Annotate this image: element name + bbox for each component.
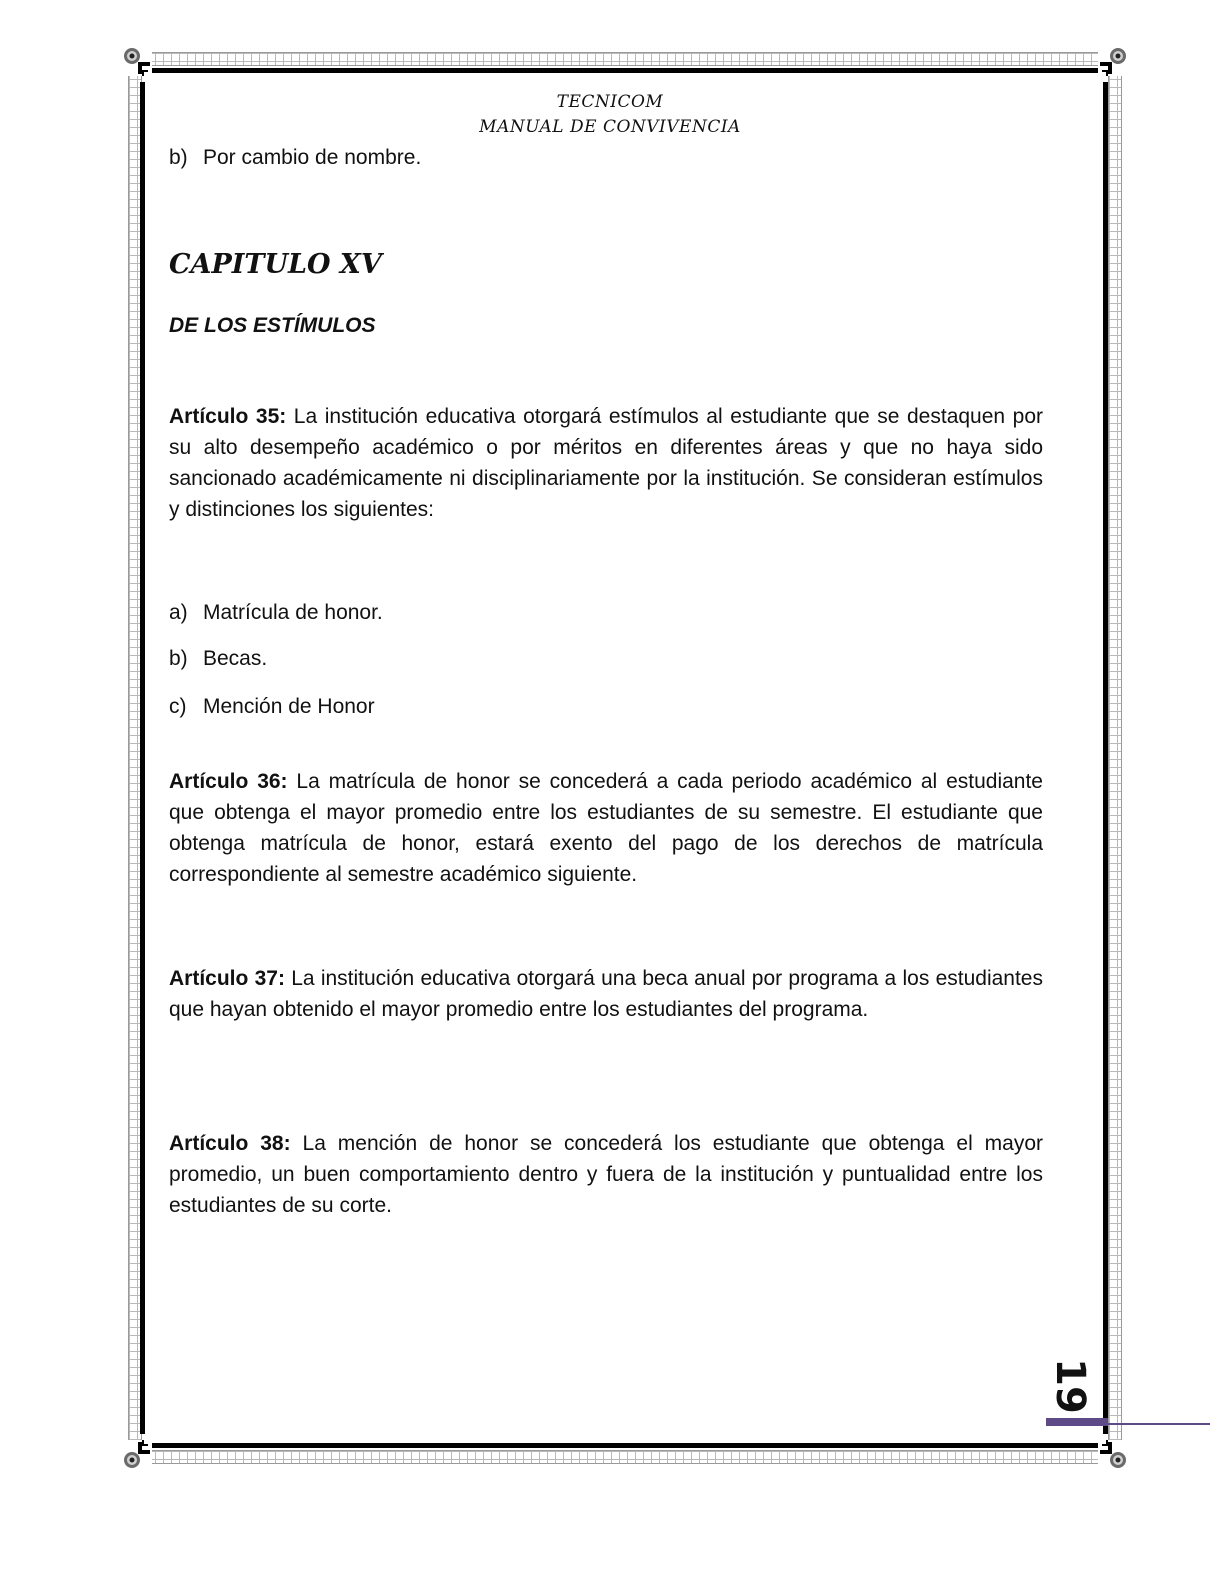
list-marker: b) xyxy=(169,647,188,670)
article-35 xyxy=(169,401,1043,525)
list-marker: a) xyxy=(169,601,188,624)
article-text: La institución educativa otorgará estímulos al estudiante que se destaquen por su alto desempeño académico o por méritos en diferentes áreas y que no haya sido sancionado académicamente ni disciplinariamente por la institución. Se consideran estímulos y distinciones los siguientes: xyxy=(169,405,1043,521)
article-label: Artículo 37: xyxy=(169,967,285,990)
article-text: La matrícula de honor se concederá a cada periodo académico al estudiante que obtenga el mayor promedio entre los estudiantes de su semestre. El estudiante que obtenga matrícula de honor, estará exento del pago de los derechos de matrícula correspondiente al semestre académico siguiente. xyxy=(169,770,1043,886)
list-item-text: Becas. xyxy=(203,647,268,670)
article-36 xyxy=(169,766,1043,890)
border-grid-bottom xyxy=(146,1450,1104,1464)
page-number-accent-bar xyxy=(1046,1418,1108,1426)
page-number-accent-line xyxy=(1108,1423,1210,1425)
list-item-text: Por cambio de nombre. xyxy=(203,146,422,169)
border-grid-right xyxy=(1108,70,1122,1446)
article-text: La mención de honor se concederá los estudiante que obtenga el mayor promedio, un buen comportamiento dentro y fuera de la institución y puntualidad entre los estudiantes de su corte. xyxy=(169,1132,1043,1217)
list-item-text: Mención de Honor xyxy=(203,695,375,718)
running-header xyxy=(160,90,1060,140)
page-number: 19 xyxy=(1047,1358,1093,1414)
chapter-title: CAPITULO XV xyxy=(169,249,382,280)
article-label: Artículo 38: xyxy=(169,1132,291,1155)
corner-ornament-icon xyxy=(1098,1440,1128,1470)
header-institution: TECNICOM xyxy=(556,92,664,112)
border-line-right xyxy=(1103,82,1108,1434)
list-item xyxy=(169,693,1043,721)
article-label: Artículo 36: xyxy=(169,770,288,793)
list-item xyxy=(169,645,1043,673)
border-line-bottom xyxy=(152,1443,1098,1448)
article-38 xyxy=(169,1128,1043,1221)
border-grid-top xyxy=(146,52,1104,66)
header-document-title: MANUAL DE CONVIVENCIA xyxy=(479,117,741,137)
section-title: DE LOS ESTÍMULOS xyxy=(169,314,376,337)
border-line-top xyxy=(152,68,1098,73)
corner-ornament-icon xyxy=(1098,46,1128,76)
corner-ornament-icon xyxy=(122,1440,152,1470)
list-marker: c) xyxy=(169,695,187,718)
list-marker: b) xyxy=(169,146,188,169)
list-item xyxy=(169,599,1043,627)
list-item xyxy=(169,144,1043,172)
article-37 xyxy=(169,963,1043,1025)
border-line-left xyxy=(140,82,145,1434)
article-text: La institución educativa otorgará una beca anual por programa a los estudiantes que hayan obtenido el mayor promedio entre los estudiantes del programa. xyxy=(169,967,1043,1021)
article-label: Artículo 35: xyxy=(169,405,287,428)
corner-ornament-icon xyxy=(122,46,152,76)
list-item-text: Matrícula de honor. xyxy=(203,601,383,624)
